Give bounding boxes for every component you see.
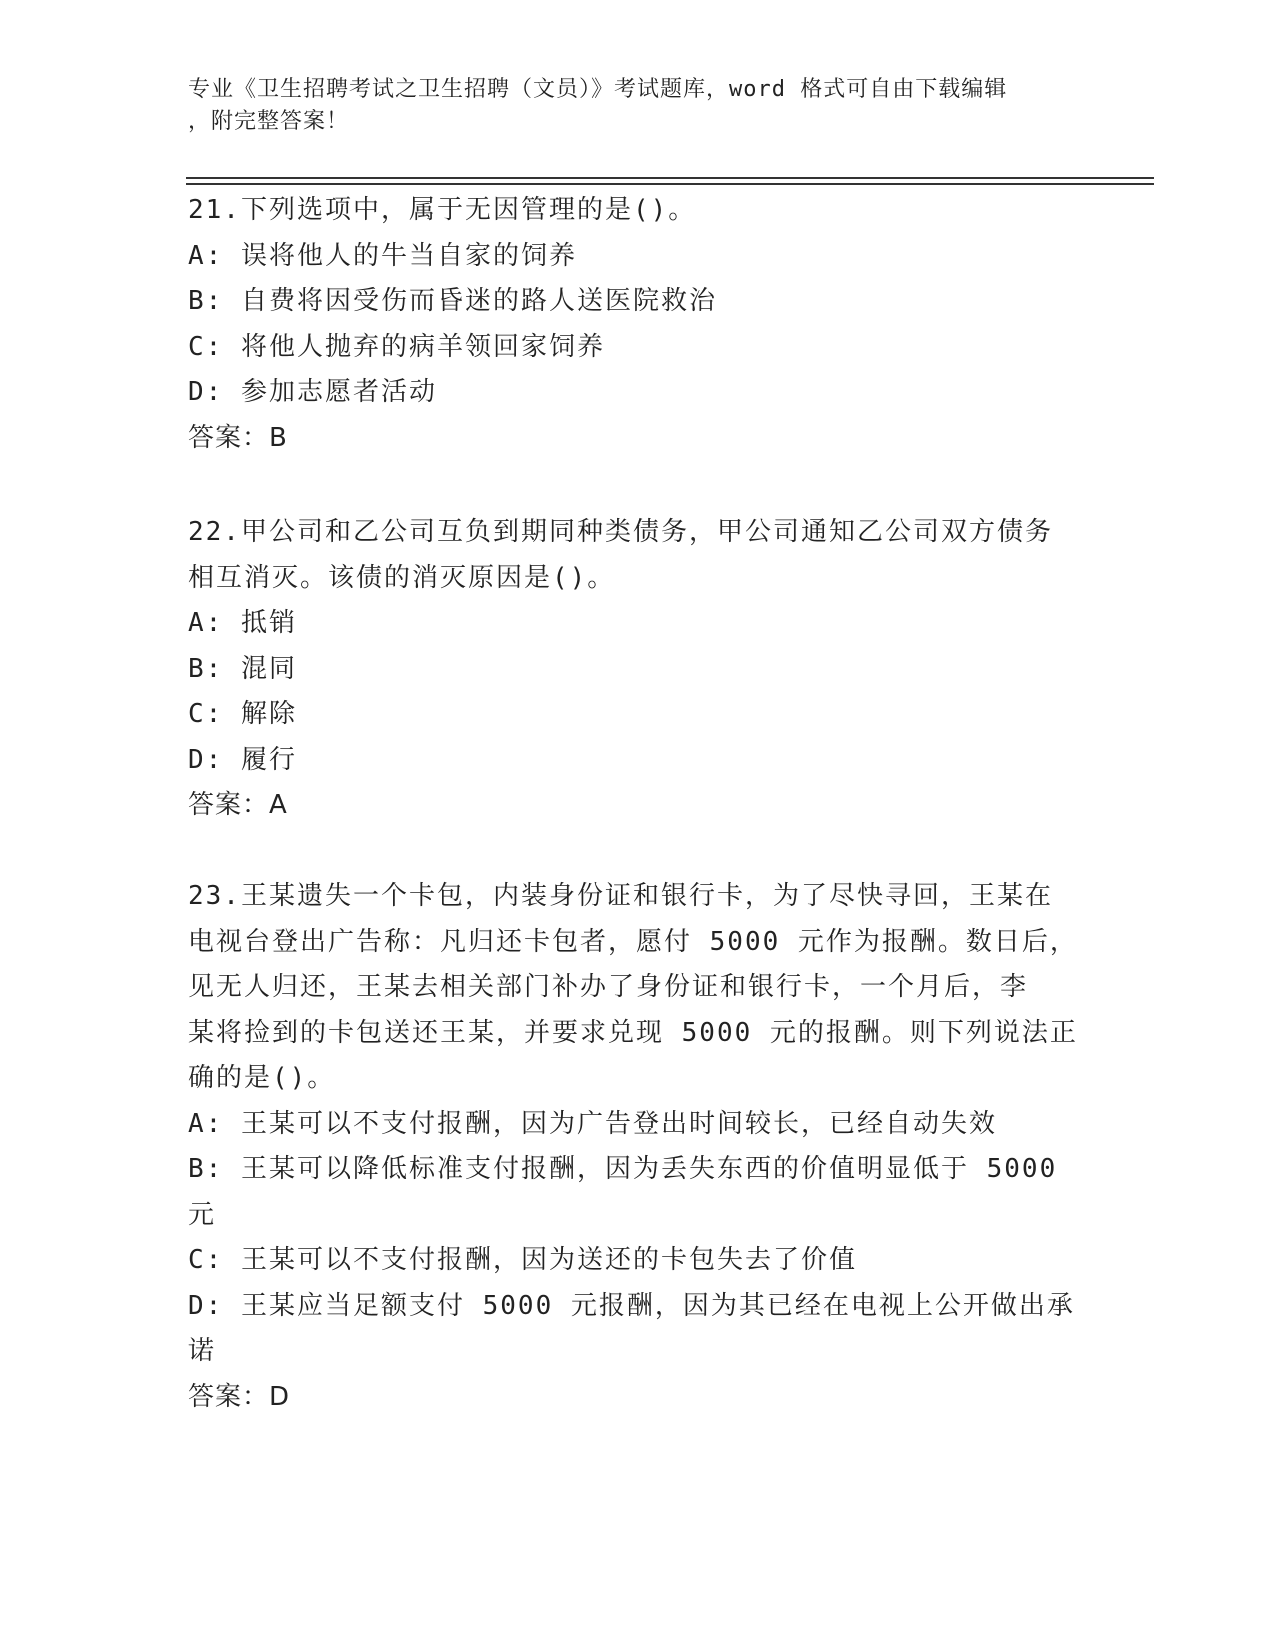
header-divider-top: [186, 177, 1154, 179]
option-d: D: 参加志愿者活动: [188, 377, 437, 407]
option-d: D: 履行: [188, 744, 297, 775]
answer-label: 答案：D: [188, 1381, 291, 1412]
document-header: [188, 74, 1088, 138]
header-divider-bottom: [186, 183, 1154, 185]
answer-label: 答案：B: [188, 422, 288, 453]
question-stem-line-1: 23.王某遗失一个卡包，内装身份证和银行卡，为了尽快寻回，王某在: [188, 881, 1053, 911]
option-b: B: 自费将因受伤而昏迷的路人送医院救治: [188, 286, 717, 316]
option-d-continued: 诺: [188, 1336, 217, 1366]
question-stem-line-1: 22.甲公司和乙公司互负到期同种类债务，甲公司通知乙公司双方债务: [188, 517, 1053, 547]
option-d: D: 王某应当足额支付 5000 元报酬，因为其已经在电视上公开做出承: [188, 1290, 1075, 1321]
question-stem-line-2: 电视台登出广告称：凡归还卡包者，愿付 5000 元作为报酬。数日后，: [188, 926, 1078, 957]
option-b: B: 混同: [188, 653, 297, 684]
option-c: C: 王某可以不支付报酬，因为送还的卡包失去了价值: [188, 1245, 857, 1275]
question-stem-line-3: 见无人归还，王某去相关部门补办了身份证和银行卡，一个月后，李: [188, 972, 1029, 1002]
header-intro-line-1: 专业《卫生招聘考试之卫生招聘（文员）》考试题库，word 格式可自由下载编辑: [188, 77, 1008, 102]
question-22: [188, 510, 1078, 829]
option-b-continued: 元: [188, 1199, 217, 1230]
option-a: A: 误将他人的牛当自家的饲养: [188, 240, 577, 271]
question-stem-line-4: 某将捡到的卡包送还王某，并要求兑现 5000 元的报酬。则下列说法正: [188, 1017, 1078, 1048]
option-b: B: 王某可以降低标准支付报酬，因为丢失东西的价值明显低于 5000: [188, 1154, 1058, 1184]
option-a: A: 王某可以不支付报酬，因为广告登出时间较长，已经自动失效: [188, 1108, 997, 1139]
question-stem-line-2: 相互消灭。该债的消灭原因是()。: [188, 562, 616, 593]
question-stem-line-5: 确的是()。: [188, 1063, 336, 1093]
option-a: A: 抵销: [188, 608, 297, 638]
question-stem: 21.下列选项中，属于无因管理的是()。: [188, 195, 697, 225]
header-intro-line-2: ，附完整答案！: [188, 109, 350, 134]
question-21: [188, 188, 1078, 461]
question-23: [188, 874, 1078, 1420]
answer-label: 答案：A: [188, 790, 288, 820]
option-c: C: 将他人抛弃的病羊领回家饲养: [188, 331, 605, 362]
option-c: C: 解除: [188, 699, 297, 729]
